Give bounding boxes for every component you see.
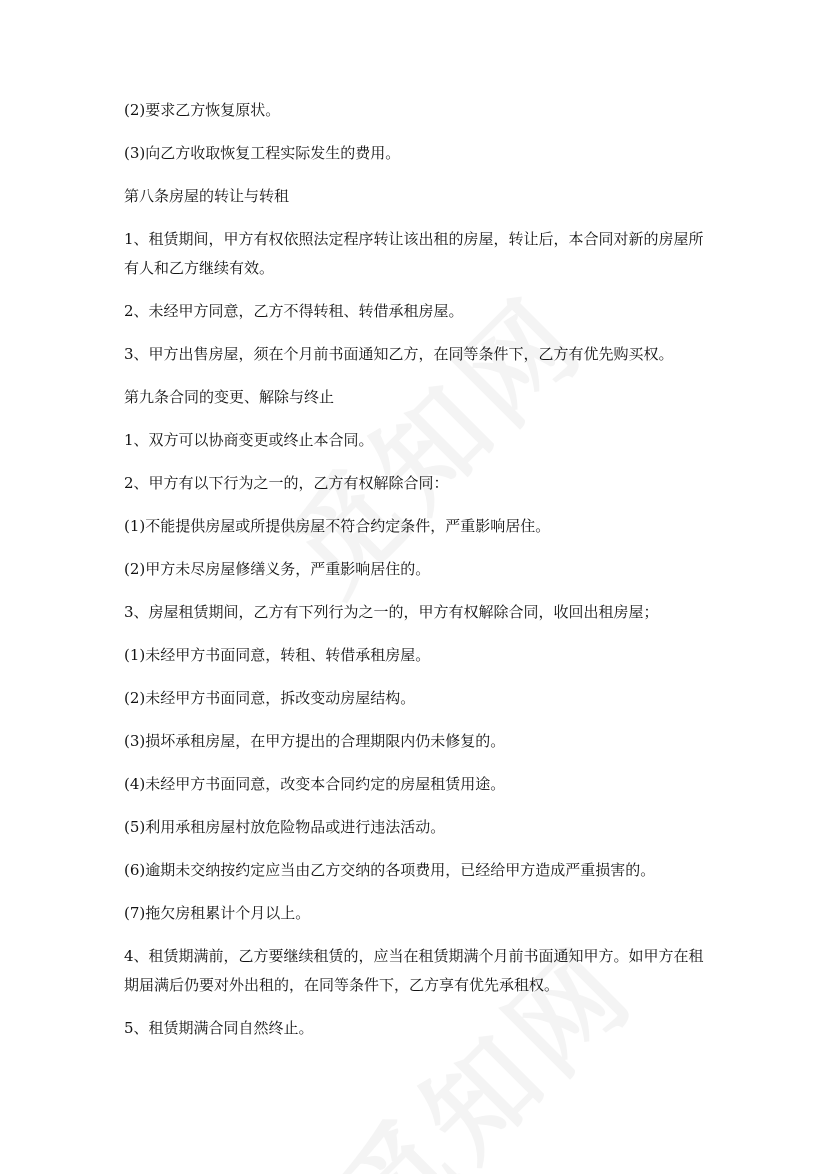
clause-item: 5、租赁期满合同自然终止。 — [124, 1019, 314, 1037]
clause-item: (7)拖欠房租累计个月以上。 — [124, 904, 311, 922]
clause-item: (1)未经甲方书面同意，转租、转借承租房屋。 — [124, 646, 431, 664]
clause-item: (6)逾期未交纳按约定应当由乙方交纳的各项费用，已经给甲方造成严重损害的。 — [124, 861, 656, 879]
document-body — [124, 96, 714, 1057]
section-heading: 第九条合同的变更、解除与终止 — [124, 388, 335, 406]
clause-item: 1、租赁期间，甲方有权依照法定程序转让该出租的房屋，转让后，本合同对新的房屋所有人和乙方继续有效。 — [124, 230, 704, 277]
clause-item: (2)要求乙方恢复原状。 — [124, 101, 281, 119]
clause-item: 1、双方可以协商变更或终止本合同。 — [124, 431, 374, 449]
clause-item: (1)不能提供房屋或所提供房屋不符合约定条件，严重影响居住。 — [124, 517, 551, 535]
clause-item: 4、租赁期满前，乙方要继续租赁的，应当在租赁期满个月前书面通知甲方。如甲方在租期届满后仍要对外出租的，在同等条件下，乙方享有优先承租权。 — [124, 947, 704, 994]
clause-item: (4)未经甲方书面同意，改变本合同约定的房屋租赁用途。 — [124, 775, 506, 793]
clause-item: (5)利用承租房屋村放危险物品或进行违法活动。 — [124, 818, 446, 836]
clause-item: 3、甲方出售房屋，须在个月前书面通知乙方，在同等条件下，乙方有优先购买权。 — [124, 345, 674, 363]
clause-item: 2、甲方有以下行为之一的，乙方有权解除合同： — [124, 474, 449, 492]
clause-item: (2)未经甲方书面同意，拆改变动房屋结构。 — [124, 689, 416, 707]
clause-item: 2、未经甲方同意，乙方不得转租、转借承租房屋。 — [124, 302, 464, 320]
clause-item: 3、房屋租赁期间，乙方有下列行为之一的，甲方有权解除合同，收回出租房屋； — [124, 603, 659, 621]
clause-item: (3)损坏承租房屋，在甲方提出的合理期限内仍未修复的。 — [124, 732, 506, 750]
clause-item: (2)甲方未尽房屋修缮义务，严重影响居住的。 — [124, 560, 431, 578]
section-heading: 第八条房屋的转让与转租 — [124, 187, 290, 205]
clause-item: (3)向乙方收取恢复工程实际发生的费用。 — [124, 144, 401, 162]
